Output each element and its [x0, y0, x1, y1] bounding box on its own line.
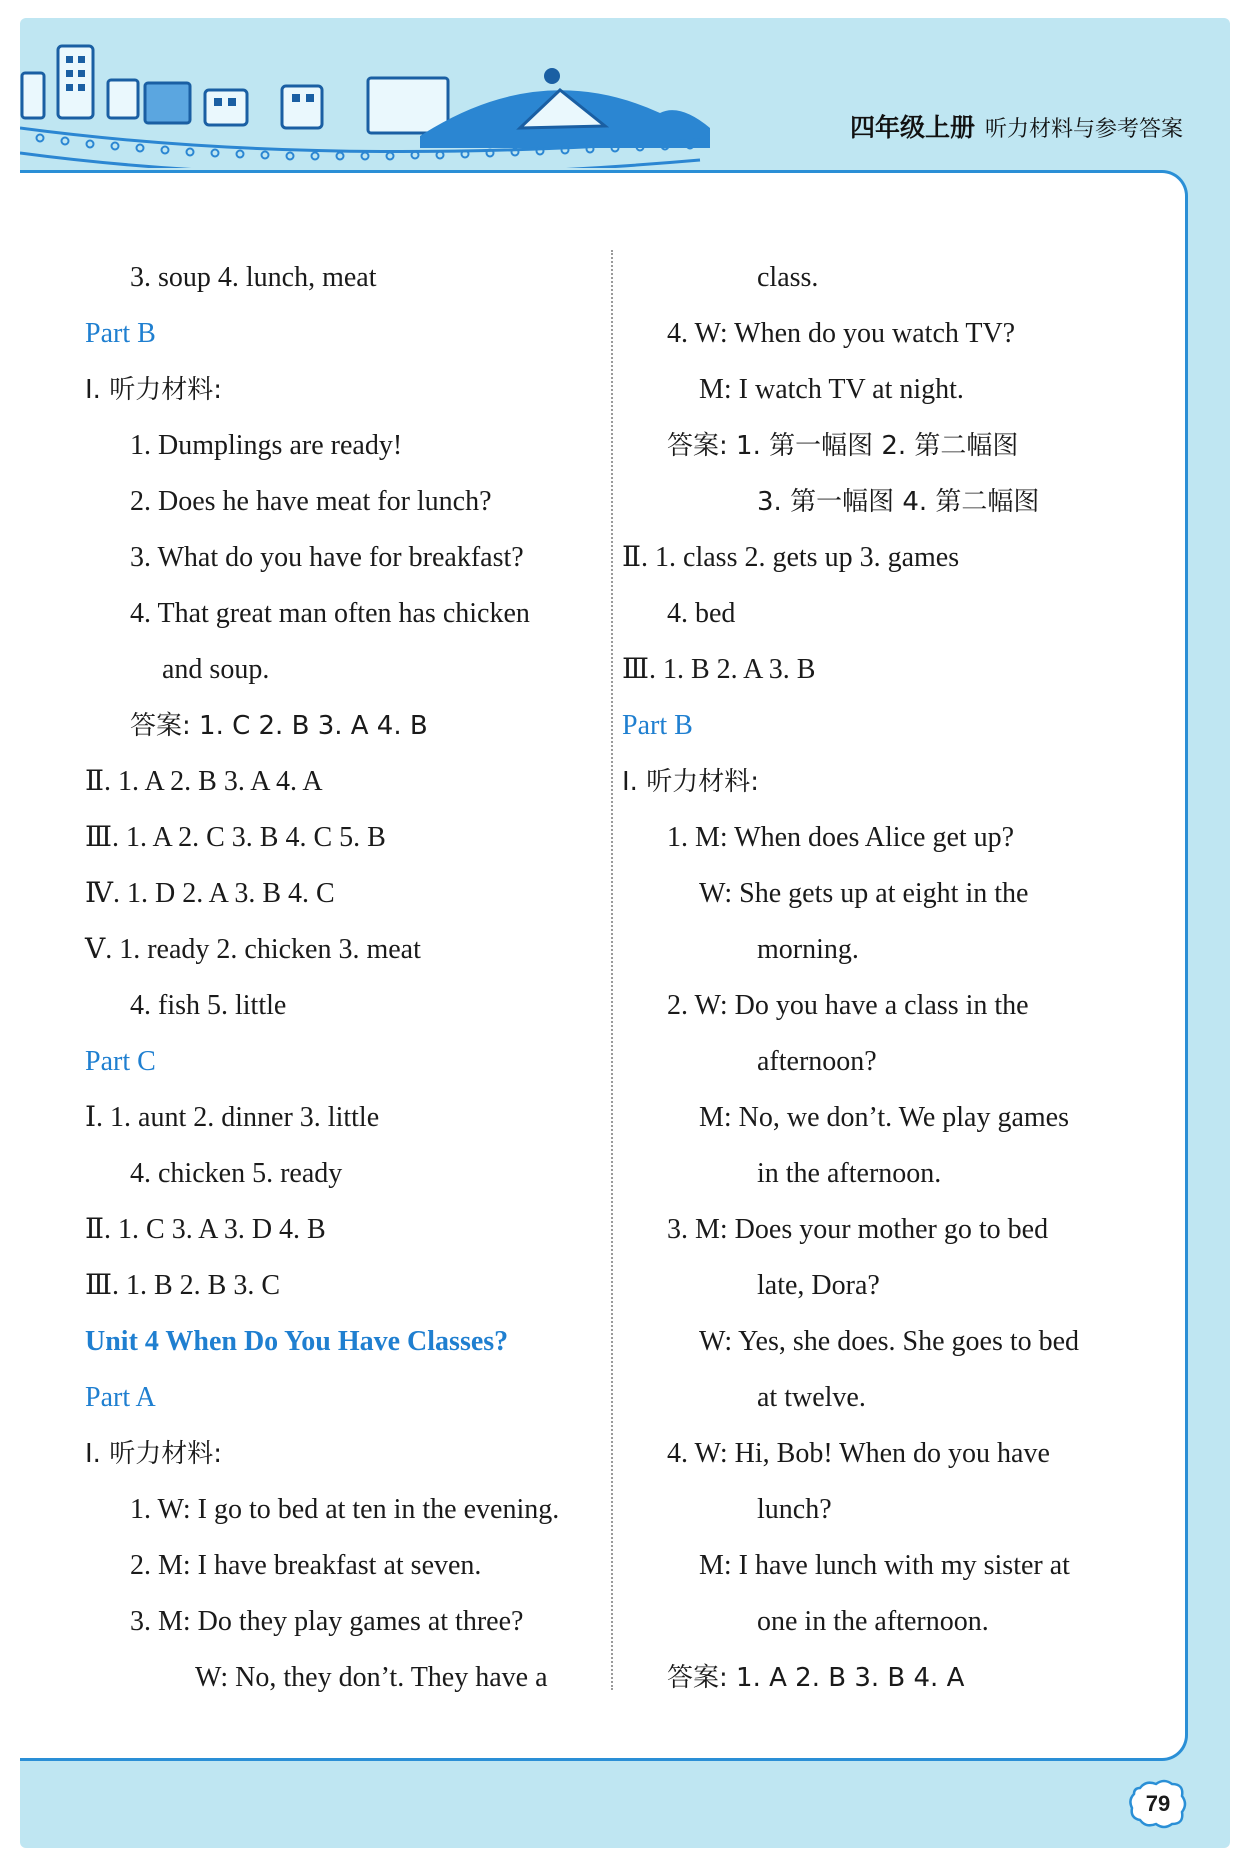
- text-line: 答案: 1. C 2. B 3. A 4. B: [130, 711, 428, 741]
- text-line: Ⅰ. 听力材料:: [85, 375, 222, 405]
- text-line: 4. chicken 5. ready: [130, 1158, 343, 1189]
- text-line: 3. M: Does your mother go to bed: [667, 1214, 1049, 1245]
- left-column: [85, 250, 615, 1706]
- text-line: 2. W: Do you have a class in the: [667, 990, 1029, 1021]
- text-line: 1. M: When does Alice get up?: [667, 822, 1015, 853]
- text-line: Ⅰ. 听力材料:: [622, 767, 759, 797]
- text-line: W: She gets up at eight in the: [699, 878, 1029, 909]
- text-line: and soup.: [162, 654, 270, 685]
- right-column: [622, 250, 1152, 1706]
- header-subtitle: 听力材料与参考答案: [985, 117, 1184, 142]
- text-line: Ⅰ. 听力材料:: [85, 1439, 222, 1469]
- section-heading: Part B: [622, 710, 693, 741]
- text-line: at twelve.: [757, 1382, 866, 1413]
- text-line: late, Dora?: [757, 1270, 880, 1301]
- text-line: class.: [757, 262, 819, 293]
- text-line: 答案: 1. A 2. B 3. B 4. A: [667, 1663, 965, 1693]
- page-number-text: 79: [1145, 1791, 1171, 1816]
- text-line: W: No, they don’t. They have a: [195, 1662, 548, 1693]
- header-title: [850, 108, 1183, 144]
- text-line: 2. M: I have breakfast at seven.: [130, 1550, 482, 1581]
- text-line: 3. M: Do they play games at three?: [130, 1606, 524, 1637]
- text-line: afternoon?: [757, 1046, 877, 1077]
- text-line: in the afternoon.: [757, 1158, 942, 1189]
- text-line: 3. 第一幅图 4. 第二幅图: [757, 487, 1040, 517]
- text-line: Ⅰ. 1. aunt 2. dinner 3. little: [85, 1102, 380, 1133]
- text-line: W: Yes, she does. She goes to bed: [699, 1326, 1080, 1357]
- text-line: one in the afternoon.: [757, 1606, 989, 1637]
- header-illustration: [20, 18, 1230, 168]
- text-line: 3. What do you have for breakfast?: [130, 542, 524, 573]
- text-line: 2. Does he have meat for lunch?: [130, 486, 492, 517]
- page-number: [1128, 1778, 1188, 1830]
- text-line: Ⅳ. 1. D 2. A 3. B 4. C: [85, 878, 335, 909]
- text-line: Ⅱ. 1. A 2. B 3. A 4. A: [85, 766, 323, 797]
- text-line: Ⅲ. 1. B 2. B 3. C: [85, 1270, 281, 1301]
- text-line: Ⅴ. 1. ready 2. chicken 3. meat: [85, 934, 421, 965]
- text-line: Ⅲ. 1. B 2. A 3. B: [622, 654, 816, 685]
- text-line: M: I have lunch with my sister at: [699, 1550, 1070, 1581]
- text-line: Ⅱ. 1. C 3. A 3. D 4. B: [85, 1214, 326, 1245]
- text-line: M: I watch TV at night.: [699, 374, 964, 405]
- text-line: 4. W: Hi, Bob! When do you have: [667, 1438, 1050, 1469]
- text-line: lunch?: [757, 1494, 832, 1525]
- text-line: 4. W: When do you watch TV?: [667, 318, 1016, 349]
- text-line: 1. Dumplings are ready!: [130, 430, 403, 461]
- text-line: 4. That great man often has chicken: [130, 598, 530, 629]
- grade-label: 四年级上册: [850, 113, 976, 142]
- unit-heading: Unit 4 When Do You Have Classes?: [85, 1326, 509, 1357]
- text-line: Ⅲ. 1. A 2. C 3. B 4. C 5. B: [85, 822, 386, 853]
- section-heading: Part A: [85, 1382, 156, 1413]
- text-line: 答案: 1. 第一幅图 2. 第二幅图: [667, 431, 1019, 461]
- section-heading: Part C: [85, 1046, 156, 1077]
- text-line: 1. W: I go to bed at ten in the evening.: [130, 1494, 560, 1525]
- text-line: M: No, we don’t. We play games: [699, 1102, 1069, 1133]
- text-line: 3. soup 4. lunch, meat: [130, 262, 377, 293]
- section-heading: Part B: [85, 318, 156, 349]
- text-line: Ⅱ. 1. class 2. gets up 3. games: [622, 542, 960, 573]
- text-line: morning.: [757, 934, 859, 965]
- text-line: 4. bed: [667, 598, 736, 629]
- text-line: 4. fish 5. little: [130, 990, 287, 1021]
